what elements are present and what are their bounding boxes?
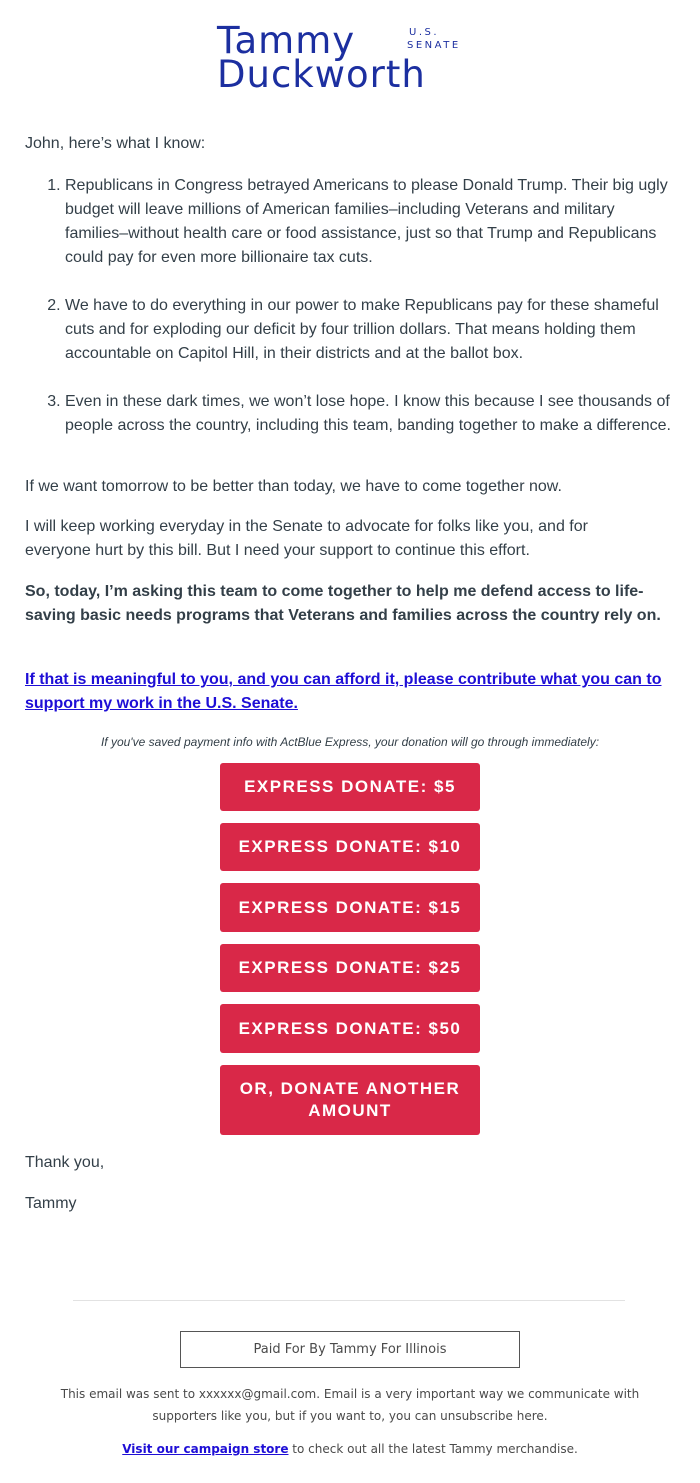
signature: Tammy — [25, 1195, 77, 1212]
button-label: EXPRESS DONATE: $25 — [238, 958, 462, 977]
button-label: EXPRESS DONATE: $15 — [238, 897, 462, 917]
closing-thanks: Thank you, — [25, 1154, 105, 1171]
donate-another-amount-button[interactable] — [220, 1065, 480, 1135]
keep-working-paragraph: I will keep working everyday in the Senate to advocate for folks like you, and for everyone hurt by this bill. But I need your support to continue this effort. — [25, 518, 588, 559]
express-donate-25-button[interactable] — [220, 944, 480, 992]
greeting: John, here’s what I know: — [25, 135, 206, 152]
actblue-note: If you've saved payment info with ActBlue Express, your donation will go through immediately: — [100, 735, 600, 749]
logo-tag-senate: SENATE — [407, 40, 461, 51]
express-donate-50-button[interactable] — [220, 1004, 480, 1053]
duckworth-logo — [217, 19, 487, 96]
express-donate-15-button[interactable] — [220, 883, 480, 932]
list-item: 1. Republicans in Congress betrayed Americans to please Donald Trump. Their big ugly budget will leave millions of American families–including Veterans and military families–without health care or food assistance, just so that Trump and Republicans could pay for even more billionaire tax cuts. — [65, 174, 673, 270]
campaign-store-link[interactable]: Visit our campaign store — [122, 1442, 289, 1456]
button-label: EXPRESS DONATE: $50 — [238, 1018, 462, 1038]
logo-tag-us: U.S. — [409, 27, 440, 38]
logo-last-name: Duckworth — [217, 53, 426, 96]
contribute-paragraph — [25, 668, 665, 716]
button-label: EXPRESS DONATE: $10 — [238, 837, 462, 856]
button-label: EXPRESS DONATE: $5 — [244, 777, 456, 796]
express-donate-10-button[interactable] — [220, 823, 480, 871]
list-item: 2. We have to do everything in our power to make Republicans pay for these shameful cuts and for exploding our deficit by four trillion dollars. That means holding them accountable on Capitol Hill, in their districts and at the ballot box. — [65, 294, 673, 366]
together-paragraph: If we want tomorrow to be better than today, we have to come together now. — [25, 478, 562, 495]
button-label: OR, DONATE ANOTHER AMOUNT — [239, 1079, 461, 1120]
store-line-text: to check out all the latest Tammy merchandise. — [288, 1442, 578, 1456]
ask-paragraph: So, today, I’m asking this team to come together to help me defend access to life-saving basic needs programs that Veterans and families across the country rely on. — [25, 583, 661, 624]
store-line — [0, 1438, 700, 1460]
paid-for-box: Paid For By Tammy For Illinois — [180, 1331, 520, 1368]
points-list — [25, 174, 673, 462]
footer-sent-text: This email was sent to xxxxxx@gmail.com. Email is a very important way we communicate with supporters like you, but if you want to, you can unsubscribe here. — [60, 1387, 640, 1423]
list-item: 3. Even in these dark times, we won’t lose hope. I know this because I see thousands of people across the country, including this team, banding together to make a difference. — [65, 390, 673, 438]
footer-divider — [73, 1300, 625, 1301]
contribute-link[interactable]: If that is meaningful to you, and you can afford it, please contribute what you can to support my work in the U.S. Senate. — [25, 671, 662, 712]
express-donate-5-button[interactable] — [220, 763, 480, 811]
logo-first-name: Tammy — [217, 19, 356, 62]
